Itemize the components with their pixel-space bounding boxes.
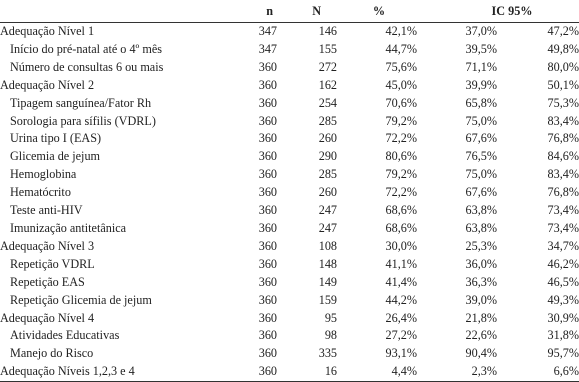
cell-n: 360 [258, 203, 277, 218]
cell-n: 360 [258, 274, 277, 289]
cell-N: 285 [318, 113, 337, 128]
cell-percent: 72,2% [385, 185, 417, 200]
header-row [0, 0, 579, 23]
cell-N: 254 [318, 95, 337, 110]
cell-ci-low: 36,3% [465, 274, 497, 289]
cell-ci-high: 83,4% [547, 167, 579, 182]
cell-ci-low: 39,5% [465, 41, 497, 56]
cell-ci-high: 31,8% [547, 328, 579, 343]
cell-n: 360 [258, 131, 277, 146]
table-row [0, 327, 579, 345]
row-label: Glicemia de jejum [10, 149, 101, 164]
cell-percent: 27,2% [385, 328, 417, 343]
cell-ci-high: 49,3% [547, 292, 579, 307]
table-row [0, 274, 579, 292]
cell-ci-low: 22,6% [465, 328, 497, 343]
cell-ci-low: 63,8% [465, 220, 497, 235]
row-label: Tipagem sanguínea/Fator Rh [10, 95, 152, 110]
row-label: Hematócrito [10, 185, 71, 200]
cell-percent: 79,2% [385, 113, 417, 128]
table-row [0, 95, 579, 113]
cell-ci-high: 50,1% [547, 77, 579, 92]
cell-ci-high: 30,9% [547, 310, 579, 325]
table-header [0, 0, 579, 23]
cell-ci-low: 39,0% [465, 292, 497, 307]
cell-n: 360 [258, 59, 277, 74]
table-row [0, 148, 579, 166]
cell-percent: 75,6% [385, 59, 417, 74]
cell-ci-high: 76,8% [547, 185, 579, 200]
cell-ci-low: 67,6% [465, 185, 497, 200]
cell-n: 360 [258, 95, 277, 110]
cell-percent: 26,4% [385, 310, 417, 325]
table-row [0, 202, 579, 220]
row-label: Repetição VDRL [10, 256, 95, 271]
cell-n: 360 [258, 167, 277, 182]
cell-ci-low: 21,8% [465, 310, 497, 325]
cell-ci-low: 37,0% [465, 24, 497, 38]
cell-percent: 41,4% [385, 274, 417, 289]
table-row [0, 77, 579, 95]
cell-ci-high: 84,6% [547, 149, 579, 164]
cell-ci-high: 46,5% [547, 274, 579, 289]
cell-N: 285 [318, 167, 337, 182]
cell-n: 360 [258, 292, 277, 307]
cell-N: 148 [318, 256, 337, 271]
cell-N: 272 [318, 59, 337, 74]
row-label: Sorologia para sífilis (VDRL) [10, 113, 156, 128]
cell-n: 360 [258, 328, 277, 343]
cell-N: 95 [324, 310, 337, 325]
cell-ci-low: 71,1% [465, 59, 497, 74]
header-N: N [277, 0, 337, 23]
cell-n: 360 [258, 185, 277, 200]
cell-percent: 30,0% [385, 238, 417, 253]
table-row [0, 256, 579, 274]
table-row [0, 292, 579, 310]
table-row [0, 345, 579, 363]
cell-percent: 44,2% [385, 292, 417, 307]
row-label: Hemoglobina [10, 167, 77, 182]
cell-ci-low: 75,0% [465, 113, 497, 128]
row-label: Urina tipo I (EAS) [10, 131, 102, 146]
row-label: Atividades Educativas [10, 328, 120, 343]
cell-N: 146 [318, 24, 337, 38]
cell-N: 155 [318, 41, 337, 56]
row-label: Adequação Níveis 1,2,3 e 4 [0, 363, 236, 381]
table-row [0, 363, 579, 381]
row-label: Adequação Nível 1 [0, 24, 95, 38]
table-row [0, 220, 579, 238]
row-label: Repetição Glicemia de jejum [10, 292, 152, 307]
cell-percent: 68,6% [385, 203, 417, 218]
table-row [0, 184, 579, 202]
cell-ci-low: 76,5% [465, 149, 497, 164]
cell-percent: 44,7% [385, 41, 417, 56]
cell-percent: 79,2% [385, 167, 417, 182]
cell-ci-high: 34,7% [547, 238, 579, 253]
row-label: Adequação Nível 4 [0, 310, 95, 325]
cell-n: 360 [258, 310, 277, 325]
cell-n: 360 [258, 77, 277, 92]
cell-ci-high: 95,7% [547, 346, 579, 361]
cell-percent: 93,1% [385, 346, 417, 361]
cell-ci-high: 73,4% [547, 220, 579, 235]
header-n: n [236, 0, 277, 23]
table-row [0, 238, 579, 256]
cell-N: 247 [318, 220, 337, 235]
cell-N: 159 [318, 292, 337, 307]
cell-N: 162 [318, 77, 337, 92]
cell-ci-high: 46,2% [547, 256, 579, 271]
cell-ci-low: 65,8% [465, 95, 497, 110]
row-label: Início do pré-natal até o 4º mês [10, 41, 163, 56]
cell-n: 360 [258, 238, 277, 253]
cell-ci-low: 63,8% [465, 203, 497, 218]
cell-ci-high: 6,6% [497, 363, 579, 381]
cell-ci-high: 49,8% [547, 41, 579, 56]
table-row [0, 113, 579, 131]
cell-N: 260 [318, 185, 337, 200]
cell-ci-low: 39,9% [465, 77, 497, 92]
cell-n: 347 [258, 24, 277, 38]
cell-n: 360 [258, 113, 277, 128]
cell-n: 360 [258, 346, 277, 361]
row-label: Imunização antitetânica [10, 220, 127, 235]
cell-ci-low: 2,3% [417, 363, 497, 381]
row-label: Repetição EAS [10, 274, 85, 289]
cell-ci-low: 36,0% [465, 256, 497, 271]
row-label: Adequação Nível 3 [0, 238, 95, 253]
cell-ci-low: 75,0% [465, 167, 497, 182]
table-row [0, 130, 579, 148]
table-row [0, 23, 579, 41]
cell-percent: 42,1% [385, 24, 417, 38]
cell-N: 335 [318, 346, 337, 361]
table-row [0, 59, 579, 77]
cell-ci-low: 25,3% [465, 238, 497, 253]
cell-ci-low: 90,4% [465, 346, 497, 361]
row-label: Teste anti-HIV [10, 203, 83, 218]
cell-ci-high: 73,4% [547, 203, 579, 218]
row-label: Número de consultas 6 ou mais [10, 59, 164, 74]
table-row [0, 310, 579, 328]
cell-ci-high: 75,3% [547, 95, 579, 110]
cell-n: 360 [258, 256, 277, 271]
cell-percent: 41,1% [385, 256, 417, 271]
cell-ci-high: 76,8% [547, 131, 579, 146]
cell-ci-low: 67,6% [465, 131, 497, 146]
cell-percent: 45,0% [385, 77, 417, 92]
cell-N: 247 [318, 203, 337, 218]
row-label: Manejo do Risco [10, 346, 94, 361]
cell-N: 290 [318, 149, 337, 164]
cell-n: 360 [258, 149, 277, 164]
cell-percent: 72,2% [385, 131, 417, 146]
table-row [0, 166, 579, 184]
cell-percent: 70,6% [385, 95, 417, 110]
cell-ci-high: 80,0% [547, 59, 579, 74]
row-label: Adequação Nível 2 [0, 77, 95, 92]
cell-n: 360 [258, 220, 277, 235]
cell-N: 260 [318, 131, 337, 146]
header-percent: % [337, 0, 417, 23]
cell-N: 108 [318, 238, 337, 253]
cell-N: 149 [318, 274, 337, 289]
header-label [0, 0, 236, 23]
table-row [0, 41, 579, 59]
table-body [0, 23, 579, 382]
header-ci95: IC 95% [417, 0, 579, 23]
cell-ci-high: 47,2% [547, 24, 579, 38]
cell-N: 16 [277, 363, 337, 381]
cell-percent: 4,4% [337, 363, 417, 381]
cell-n: 347 [258, 41, 277, 56]
cell-ci-high: 83,4% [547, 113, 579, 128]
cell-n: 360 [236, 363, 277, 381]
cell-percent: 68,6% [385, 220, 417, 235]
cell-N: 98 [324, 328, 337, 343]
cell-percent: 80,6% [385, 149, 417, 164]
